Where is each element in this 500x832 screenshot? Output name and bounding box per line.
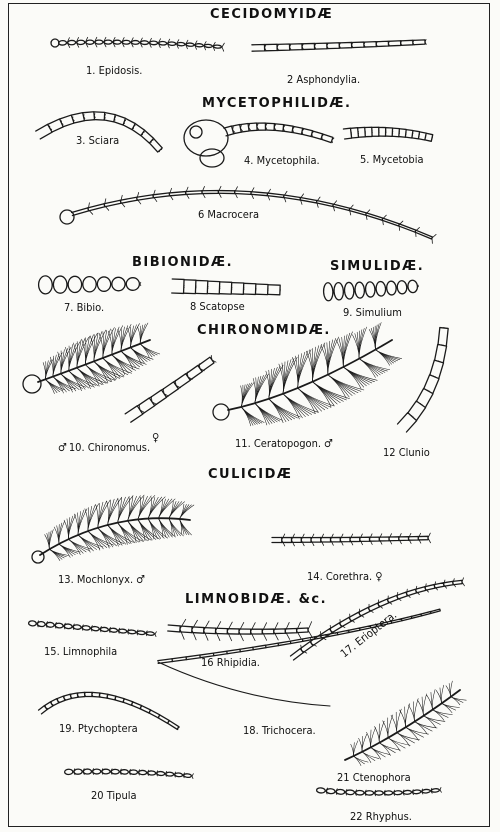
- label-macrocera: 6 Macrocera: [198, 208, 260, 221]
- label-chironomus-female: [152, 431, 159, 444]
- label-ptychoptera: 19. Ptychoptera: [59, 722, 138, 735]
- chironomus-base: [23, 375, 41, 393]
- male-symbol: ♂: [324, 437, 333, 450]
- family-heading-chironomidae: CHIRONOMIDÆ.: [197, 323, 331, 338]
- antenna-ceratopogon: [228, 323, 402, 426]
- label-scatopse: 8 Scatopse: [190, 300, 245, 313]
- antenna-simulium: [323, 280, 418, 301]
- female-symbol: ♀: [375, 570, 383, 583]
- antenna-tipula: [65, 769, 194, 779]
- label-ctenophora: 21 Ctenophora: [337, 771, 411, 784]
- antenna-bibio: [38, 276, 140, 294]
- label-epidosis: 1. Epidosis.: [86, 64, 143, 77]
- label-mochlonyx-text: 13. Mochlonyx.: [58, 573, 134, 586]
- antenna-mochlonyx: [40, 495, 194, 561]
- family-heading-limnobidae: LIMNOBIDÆ. &c.: [185, 592, 328, 607]
- label-bibio: 7. Bibio.: [64, 301, 105, 314]
- label-chironomus-text: 10. Chironomus.: [68, 441, 151, 454]
- antenna-asphondylia: [252, 40, 426, 52]
- mycetophila-palp: [200, 149, 224, 167]
- antenna-chironomus-male: [38, 323, 160, 394]
- label-mycetobia: 5. Mycetobia: [360, 153, 424, 166]
- antenna-epidosis: [59, 37, 225, 51]
- label-chironomus: [58, 441, 150, 454]
- label-corethra-text: 14. Corethra.: [307, 570, 373, 583]
- label-sciara: 3. Sciara: [76, 134, 120, 147]
- label-ceratopogon-text: 11. Ceratopogon.: [235, 437, 322, 450]
- label-simulium: 9. Simulium: [343, 306, 402, 319]
- family-heading-culicidae: CULICIDÆ: [208, 467, 293, 482]
- antenna-corethra: [272, 533, 431, 546]
- antenna-clunio: [398, 328, 449, 433]
- antenna-chironomus-female: [125, 355, 216, 422]
- family-heading-cecidomyidae: CECIDOMYIDÆ: [210, 7, 334, 22]
- label-corethra: [307, 570, 382, 583]
- mochlonyx-base: [32, 551, 44, 563]
- label-tipula: 20 Tipula: [91, 789, 137, 802]
- label-clunio: 12 Clunio: [383, 446, 430, 459]
- base-joint: [51, 39, 59, 47]
- male-symbol: ♂: [136, 573, 145, 586]
- antenna-rhipidia: [168, 619, 313, 640]
- label-erioptera: 17. Erioptera.: [338, 608, 400, 661]
- ceratopogon-base: [213, 404, 229, 420]
- label-mochlonyx: [58, 573, 145, 586]
- antenna-ctenophora: [345, 681, 466, 766]
- family-heading-simulidae: SIMULIDÆ.: [330, 259, 425, 274]
- label-trichocera: 18. Trichocera.: [243, 724, 316, 737]
- label-asphondylia: 2 Asphondylia.: [287, 73, 361, 86]
- antenna-limnophila: [28, 621, 156, 637]
- female-symbol: ♀: [152, 431, 160, 444]
- mycetophila-eye: [190, 126, 202, 138]
- label-limnophila: 15. Limnophila: [44, 645, 118, 658]
- family-heading-mycetophilidae: MYCETOPHILIDÆ.: [202, 96, 352, 111]
- antenna-mycetophila: [224, 123, 334, 143]
- male-symbol: ♂: [58, 441, 67, 454]
- label-rhyphus: 22 Rhyphus.: [350, 810, 412, 823]
- family-heading-bibionidae: BIBIONIDÆ.: [132, 255, 234, 270]
- label-mycetophila: 4. Mycetophila.: [244, 154, 320, 167]
- antenna-scatopse: [172, 279, 281, 295]
- label-ceratopogon: [235, 437, 333, 450]
- label-rhipidia: 16 Rhipidia.: [201, 656, 260, 669]
- antenna-rhyphus: [316, 787, 441, 795]
- antenna-mycetobia: [343, 127, 432, 141]
